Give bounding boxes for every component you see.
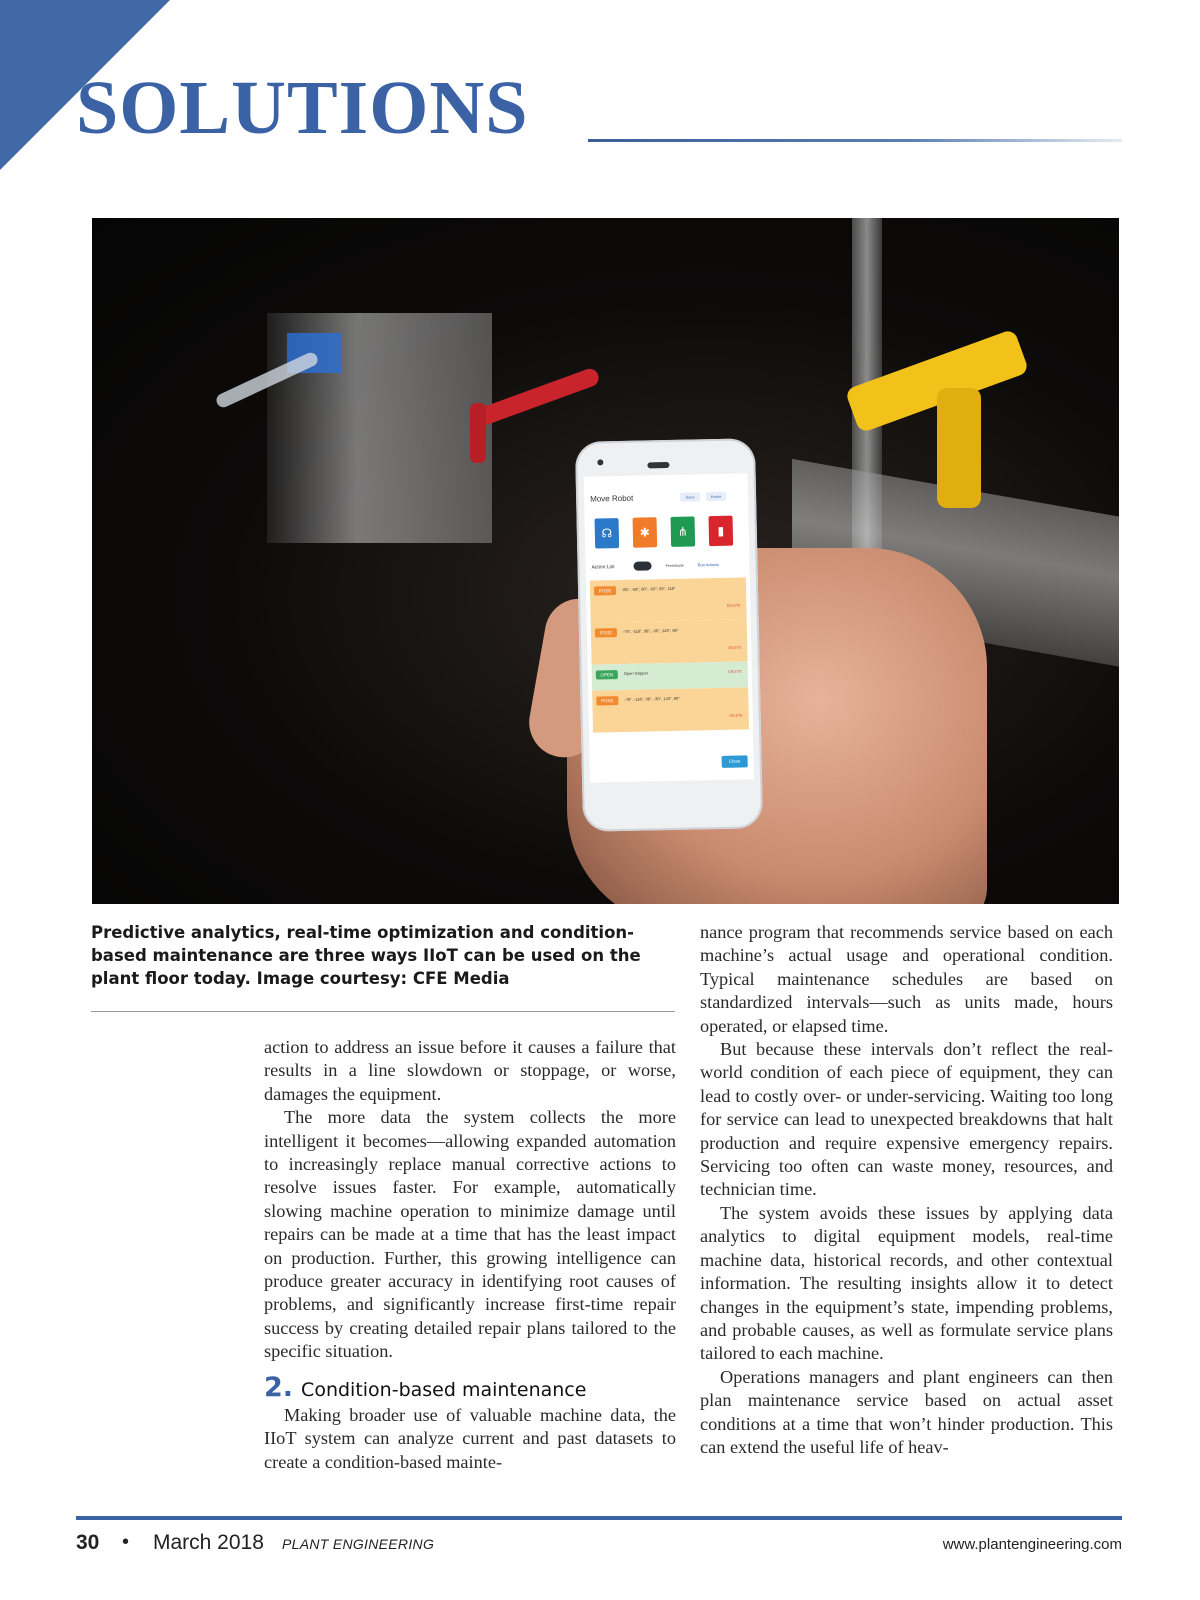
- issue-date: March 2018: [153, 1531, 264, 1554]
- subheading: [264, 1371, 676, 1404]
- caption-divider: [91, 1011, 675, 1012]
- freemode-toggle: [633, 561, 651, 570]
- phone-screen: [584, 473, 754, 782]
- row-value: Open Gripper: [623, 670, 649, 676]
- red-robot-arm: [473, 366, 601, 427]
- article-photo: [92, 218, 1119, 904]
- red-robot-base: [470, 403, 486, 463]
- subheading-text: Condition-based maintenance: [301, 1378, 587, 1401]
- paragraph: nance program that recommends service based on each machine’s actual usage and operational condition. Typical maintenance schedules are based on standardized intervals—such as units made, hours operated, or elapsed time.: [700, 922, 1113, 1036]
- subheading-number: 2.: [264, 1371, 294, 1403]
- section-title: SOLUTIONS: [76, 66, 529, 150]
- row-value: -85°, -58°, 90°, -50°, 93°, 118°: [621, 585, 676, 592]
- paragraph: The more data the system collects the more intelligent it becomes—allowing expanded automation to increasingly replace manual corrective actions to resolve issues faster. For example, automatically slowing machine operation to minimize damage until repairs can be made at a time that has the least impact on production. Further, this growing intelligence can produce greater accuracy in identifying root causes of problems, and significantly increase first-time repair success by creating detailed repair plans tailored to the specific situation.: [264, 1107, 676, 1362]
- publication-name: PLANT ENGINEERING: [282, 1536, 435, 1552]
- yellow-robot-base: [937, 388, 981, 508]
- app-title: Move Robot: [590, 493, 634, 504]
- row-tag: POSE: [596, 696, 618, 705]
- home-button: Home: [706, 492, 726, 501]
- row-tag: OPEN: [596, 670, 618, 679]
- action-list-label: Action List: [591, 564, 615, 571]
- row-tag: POSE: [594, 586, 616, 595]
- action-row: [592, 687, 749, 732]
- ear-icon: ☊: [595, 518, 620, 548]
- photo-caption: Predictive analytics, real-time optimization and condition-based maintenance are three ways IIoT can be used on the plant floor today. Image courtesy: CFE Media: [91, 923, 641, 988]
- action-row: [592, 661, 749, 690]
- smartphone: [575, 438, 763, 832]
- row-delete: DELETE: [727, 645, 742, 650]
- page-footer: [76, 1531, 1122, 1563]
- article-column-middle: [264, 1036, 676, 1474]
- paragraph: But because these intervals don’t reflect the real-world condition of each piece of equipment, they can lead to costly over- or under-servicing. Waiting too long for service can lead to unexpected breakdowns that halt production and require expensive emergency repairs. Servicing too often can waste money, resources, and technician time.: [700, 1039, 1113, 1200]
- row-tag: POSE: [595, 628, 617, 637]
- website-link[interactable]: www.plantengineering.com: [942, 1536, 1122, 1553]
- phone-camera: [597, 459, 603, 465]
- action-row: [591, 619, 748, 664]
- gripper-open-icon: ⋔: [671, 516, 696, 546]
- row-value: -76°, -116°, 98°, -30°, 143°, 60°: [622, 627, 679, 634]
- title-rule: [588, 139, 1122, 142]
- row-delete: DELETE: [728, 669, 742, 674]
- action-row: [590, 577, 747, 622]
- footer-rule: [76, 1516, 1122, 1520]
- paragraph: action to address an issue before it causes a failure that results in a line slowdown or stoppage, or worse, damages the equipment.: [264, 1037, 676, 1104]
- footer-bullet: •: [122, 1531, 130, 1553]
- paragraph: Operations managers and plant engineers can then plan maintenance service based on actual asset conditions at a time that won’t hinder production. This can extend the useful life of heav-: [700, 1366, 1113, 1457]
- close-button: Close: [722, 755, 748, 768]
- paragraph: Making broader use of valuable machine data, the IIoT system can analyze current and past datasets to create a condition-based mainte-: [264, 1404, 676, 1472]
- action-rows: [590, 577, 746, 718]
- run-actions-label: Run Actions: [697, 561, 719, 568]
- row-delete: DELETE: [729, 713, 743, 718]
- row-value: -76°, -116°, 98°, -30°, 143°, 60°: [624, 695, 680, 702]
- gripper-close-icon: ▮: [709, 516, 734, 546]
- row-delete: DELETE: [726, 603, 741, 608]
- paragraph: The system avoids these issues by applying data analytics to digital equipment models, real-time machine data, historical records, and other contextual information. The resulting insights allow it to detect changes in the equipment’s state, impending problems, and probable causes, as well as formulate service plans tailored to each machine.: [700, 1202, 1113, 1364]
- freemode-label: Freemode: [665, 562, 684, 569]
- arm-icon: ✱: [633, 517, 658, 547]
- phone-speaker: [647, 462, 669, 468]
- page-number: 30: [76, 1531, 100, 1554]
- article-column-right: [700, 921, 1113, 1459]
- save-button: Save: [680, 492, 700, 501]
